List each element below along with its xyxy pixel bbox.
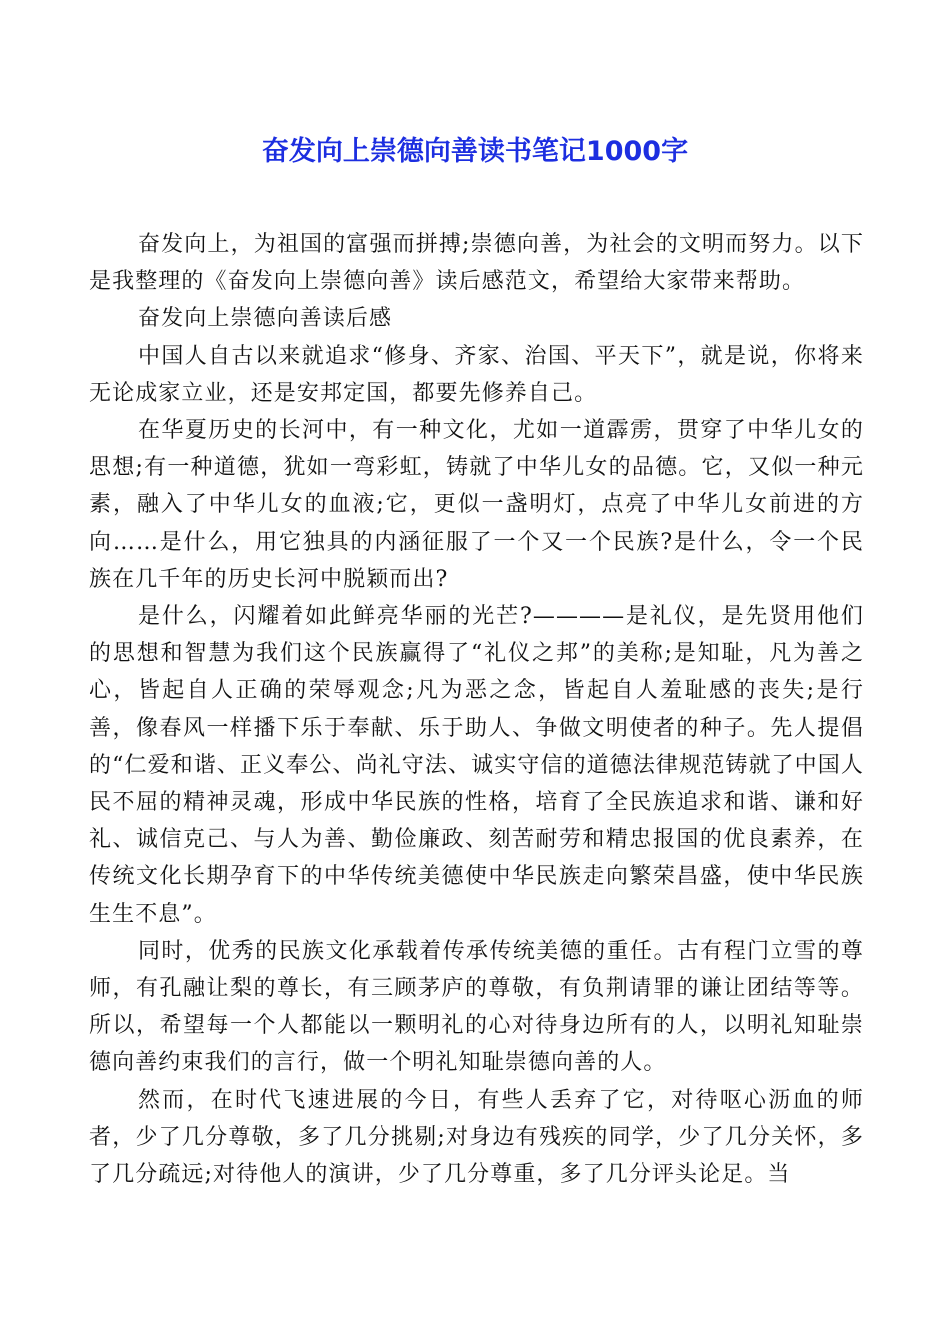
paragraph-intro: 奋发向上，为祖国的富强而拼搏;崇德向善，为社会的文明而努力。以下是我整理的《奋发向上崇德向善》读后感范文，希望给大家带来帮助。	[89, 232, 864, 295]
paragraph-xiushen: 中国人自古以来就追求“修身、齐家、治国、平天下”，就是说，你将来无论成家立业，还是安邦定国，都要先修养自己。	[89, 343, 864, 406]
paragraph-huaxia-history: 在华夏历史的长河中，有一种文化，尤如一道霹雳，贯穿了中华儿女的思想;有一种道德，犹如一弯彩虹，铸就了中华儿女的品德。它，又似一种元素，融入了中华儿女的血液;它，更似一盏明灯，点亮了中华儿女前进的方向……是什么，用它独具的内涵征服了一个又一个民族?是什么，令一个民族在几千年的历史长河中脱颖而出?	[89, 418, 864, 592]
document-body	[89, 226, 864, 1193]
paragraph-subheading: 奋发向上崇德向善读后感	[138, 306, 393, 332]
paragraph-tongshi: 同时，优秀的民族文化承载着传承传统美德的重任。古有程门立雪的尊师，有孔融让梨的尊长，有三顾茅庐的尊敬，有负荆请罪的谦让团结等等。所以，希望每一个人都能以一颗明礼的心对待身边所有的人，以明礼知耻崇德向善约束我们的言行，做一个明礼知耻崇德向善的人。	[89, 938, 864, 1076]
paragraph-liyi-zhichi: 是什么，闪耀着如此鲜亮华丽的光芒?————是礼仪，是先贤用他们的思想和智慧为我们这个民族赢得了“礼仪之邦”的美称;是知耻，凡为善之心，皆起自人正确的荣辱观念;凡为恶之念，皆起自人羞耻感的丧失;是行善，像春风一样播下乐于奉献、乐于助人、争做文明使者的种子。先人提倡的“仁爱和谐、正义奉公、尚礼守法、诚实守信的道德法律规范铸就了中国人民不屈的精神灵魂，形成中华民族的性格，培育了全民族追求和谐、谦和好礼、诚信克己、与人为善、勤俭廉政、刻苦耐劳和精忠报国的优良素养，在传统文化长期孕育下的中华传统美德使中华民族走向繁荣昌盛，使中华民族生生不息”。	[89, 604, 864, 927]
paragraph-raner: 然而，在时代飞速进展的今日，有些人丢弃了它，对待呕心沥血的师者，少了几分尊敬，多了几分挑剔;对身边有残疾的同学，少了几分关怀，多了几分疏远;对待他人的演讲，少了几分尊重，多了几分评头论足。当	[89, 1087, 864, 1188]
document-title: 奋发向上崇德向善读书笔记1000字	[261, 136, 689, 167]
